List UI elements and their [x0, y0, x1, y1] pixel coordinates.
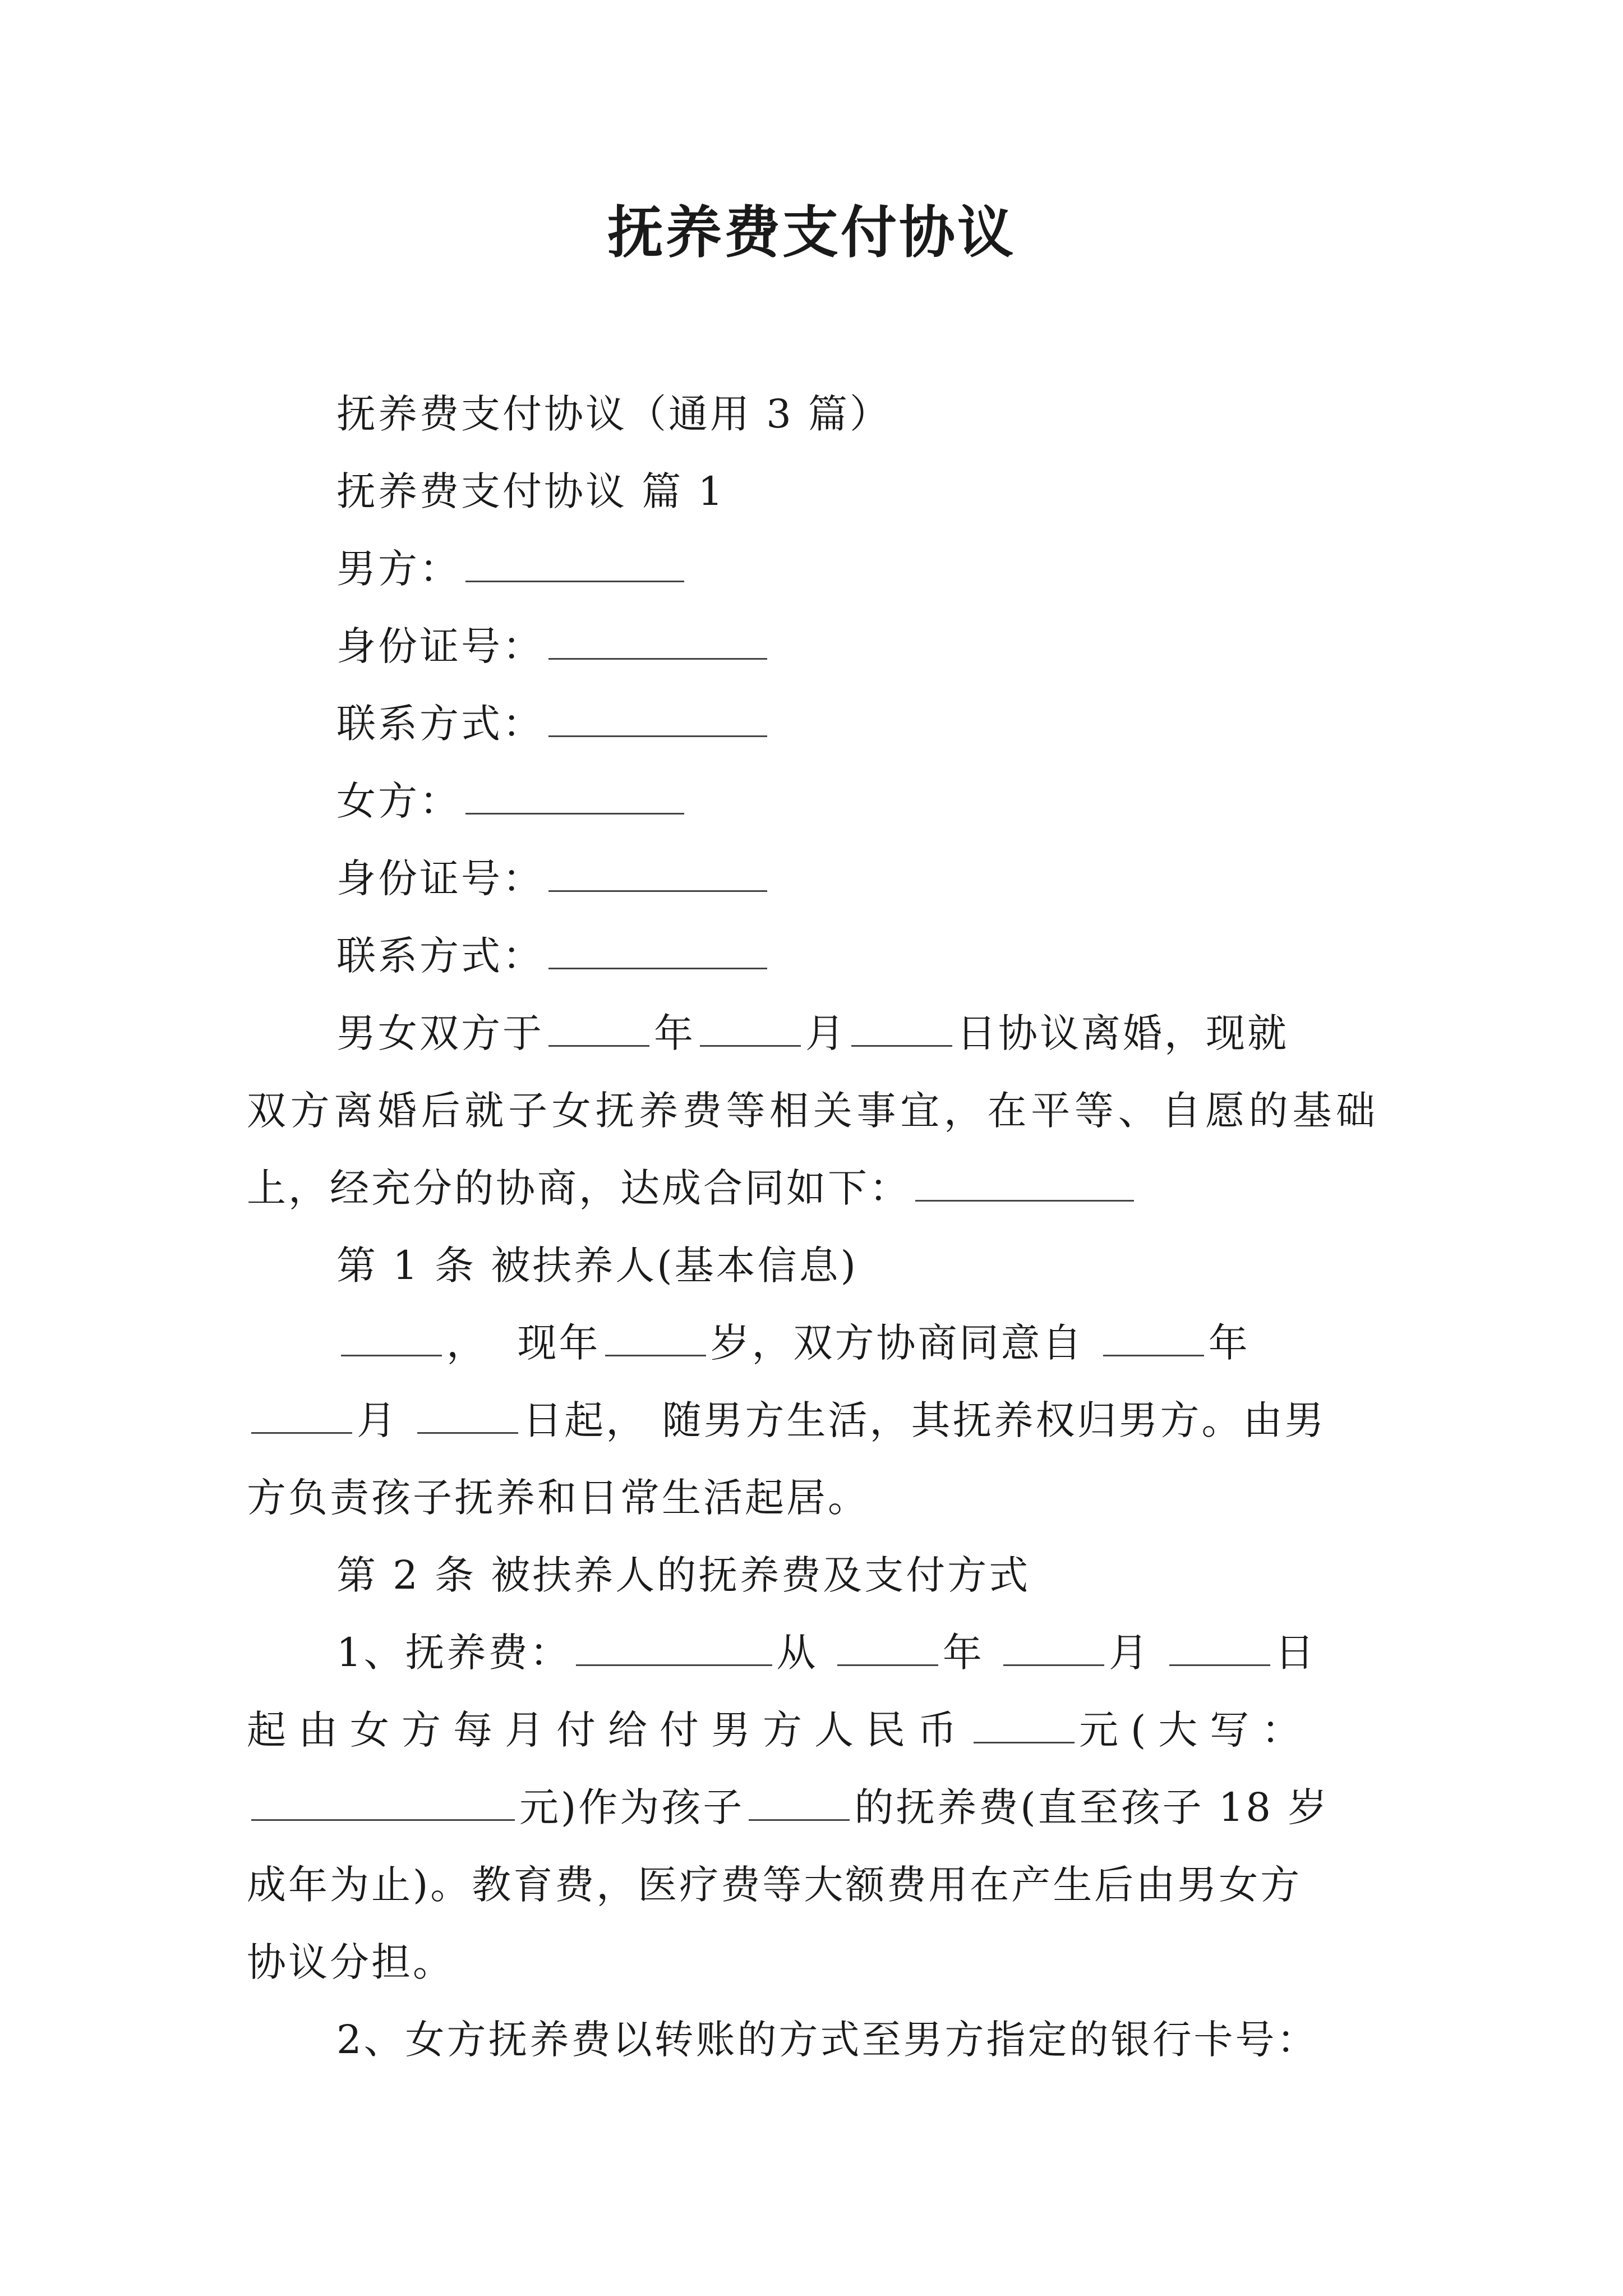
- amount-in-words-blank[interactable]: [251, 1786, 515, 1821]
- article-1-text: 年: [1208, 1320, 1250, 1366]
- article-1-line-2: [247, 1393, 1377, 1447]
- article-1-text: ，: [446, 1320, 488, 1366]
- male-name-blank[interactable]: [465, 547, 684, 582]
- intro-line-3: [247, 1161, 1377, 1215]
- article-2-text: 月: [1109, 1630, 1151, 1676]
- female-party-line: [336, 774, 689, 828]
- female-id-blank[interactable]: [548, 857, 767, 892]
- male-id-blank[interactable]: [548, 624, 767, 660]
- female-name-blank[interactable]: [465, 779, 684, 815]
- article-1-heading: 第 1 条 被扶养人(基本信息): [336, 1243, 858, 1289]
- document-title: 抚养费支付协议: [607, 200, 1016, 265]
- intro-text: 男女双方于: [336, 1010, 544, 1056]
- intro-text: 年: [654, 1010, 695, 1056]
- article-1-text: 月: [357, 1397, 398, 1443]
- article-2-text: 从: [776, 1630, 818, 1676]
- male-id-line: [336, 619, 772, 673]
- support-amount-blank[interactable]: [576, 1631, 772, 1666]
- article-2-item-1-line-1: [336, 1626, 1316, 1680]
- intro-blank[interactable]: [915, 1166, 1134, 1202]
- article-2-item-1-line-2: [247, 1703, 1377, 1757]
- female-id-label: 身份证号：: [336, 855, 544, 901]
- female-contact-line: [336, 929, 772, 983]
- divorce-month-blank[interactable]: [700, 1011, 801, 1047]
- male-label: 男方：: [336, 546, 461, 592]
- payment-year-blank[interactable]: [837, 1631, 938, 1666]
- article-2-item-2: 2、女方抚养费以转账的方式至男方指定的银行卡号：: [336, 2017, 1318, 2063]
- intro-text: 上，经充分的协商，达成合同如下：: [247, 1165, 911, 1211]
- male-contact-blank[interactable]: [548, 702, 767, 737]
- article-2-text: 起由女方每月付给付男方人民币: [247, 1707, 969, 1753]
- female-contact-label: 联系方式：: [336, 933, 544, 979]
- male-contact-label: 联系方式：: [336, 701, 544, 747]
- document-subtitle: 抚养费支付协议（通用 3 篇）: [336, 391, 892, 437]
- payment-day-blank[interactable]: [1169, 1631, 1270, 1666]
- article-2-heading: 第 2 条 被扶养人的抚养费及支付方式: [336, 1552, 1031, 1598]
- section-heading: 抚养费支付协议 篇 1: [336, 468, 726, 514]
- article-1-line-3: 方负责孩子抚养和日常生活起居。: [247, 1475, 869, 1521]
- male-id-label: 身份证号：: [336, 623, 544, 669]
- female-id-line: [336, 852, 772, 905]
- child-blank[interactable]: [749, 1786, 850, 1821]
- divorce-day-blank[interactable]: [851, 1011, 952, 1047]
- article-2-text: 日: [1275, 1630, 1317, 1676]
- female-label: 女方：: [336, 778, 461, 824]
- start-day-blank[interactable]: [417, 1398, 518, 1434]
- article-1-line-1: [336, 1316, 1250, 1370]
- article-2-text: 年: [942, 1630, 984, 1676]
- article-2-text: 的抚养费(直至孩子 18 岁: [854, 1784, 1330, 1830]
- payment-month-blank[interactable]: [1003, 1631, 1104, 1666]
- article-2-item-1-line-5: 协议分担。: [247, 1939, 454, 1985]
- intro-text: 日协议离婚，现就: [957, 1010, 1289, 1056]
- article-1-text: 岁，双方协商同意自: [710, 1320, 1084, 1366]
- divorce-year-blank[interactable]: [548, 1011, 649, 1047]
- article-2-text: 元(大写：: [1079, 1707, 1313, 1753]
- article-2-text: 元)作为孩子: [519, 1784, 745, 1830]
- child-age-blank[interactable]: [605, 1321, 706, 1356]
- article-1-text: 随男方生活，其抚养权归男方。由男: [662, 1397, 1326, 1443]
- male-contact-line: [336, 697, 772, 751]
- article-1-text: 日起，: [523, 1397, 648, 1443]
- article-2-item-1-line-3: [247, 1780, 1377, 1834]
- article-2-item-1-line-4: 成年为止)。教育费，医疗费等大额费用在产生后由男女方: [247, 1862, 1302, 1908]
- child-name-blank[interactable]: [341, 1321, 442, 1356]
- male-party-line: [336, 542, 689, 596]
- start-year-blank[interactable]: [1103, 1321, 1204, 1356]
- female-contact-blank[interactable]: [548, 934, 767, 969]
- article-2-text: 1、抚养费：: [336, 1630, 571, 1676]
- article-1-text: 现年: [517, 1320, 601, 1366]
- monthly-amount-blank[interactable]: [974, 1708, 1075, 1743]
- intro-line-2: 双方离婚后就子女抚养费等相关事宜，在平等、自愿的基础: [247, 1088, 1377, 1134]
- intro-text: 月: [805, 1010, 847, 1056]
- start-month-blank[interactable]: [251, 1398, 352, 1434]
- intro-line-1: [336, 1006, 1289, 1060]
